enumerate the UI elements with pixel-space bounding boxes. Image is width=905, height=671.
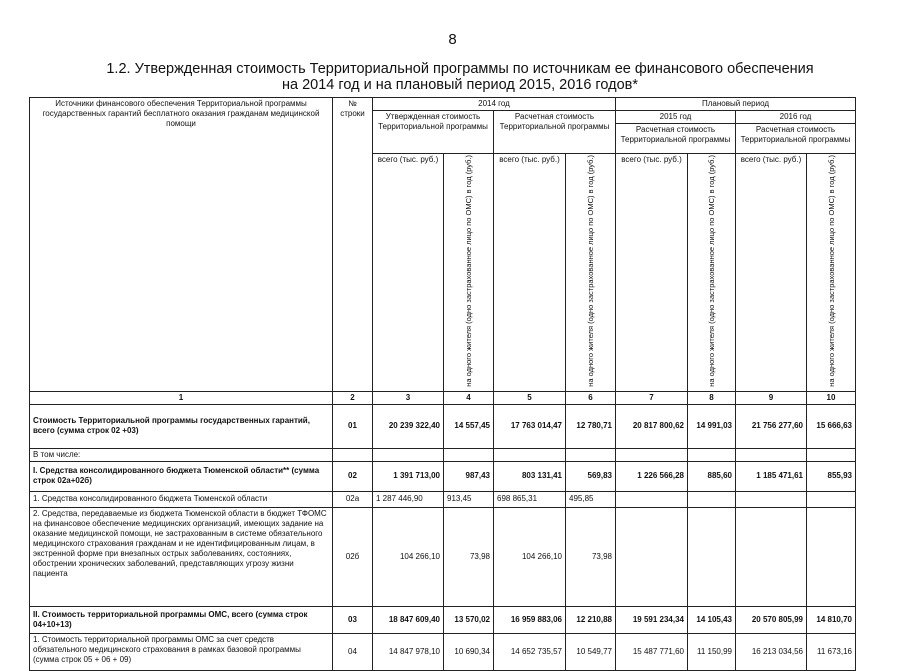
- header-calc-cost-2014: Расчетная стоимость Территориальной программы: [494, 111, 616, 154]
- page-number: 8: [448, 31, 457, 48]
- cell: [807, 448, 856, 461]
- cell: [616, 448, 688, 461]
- page-title: [60, 61, 860, 93]
- cell: 73,98: [566, 507, 616, 606]
- cost-table: [29, 97, 856, 671]
- col-num: 6: [566, 391, 616, 404]
- col-num: 1: [30, 391, 333, 404]
- cell: 10 549,77: [566, 633, 616, 670]
- cell: [616, 491, 688, 507]
- cell: [373, 448, 444, 461]
- row-number: 04: [333, 633, 373, 670]
- title-line-2: на 2014 год и на плановый период 2015, 2016 годов*: [281, 77, 639, 93]
- row-number: 02: [333, 461, 373, 491]
- cell: [688, 448, 736, 461]
- header-total-2: всего (тыс. руб.): [494, 154, 566, 392]
- row-label: II. Стоимость территориальной программы ОМС, всего (сумма строк 04+10+13): [30, 606, 333, 633]
- header-row-number: № строки: [333, 98, 373, 392]
- header-per-resident-2: на одного жителя (одно застрахованное лицо по ОМС) в год (руб.): [566, 154, 616, 392]
- cell: 1 185 471,61: [736, 461, 807, 491]
- cell: 73,98: [444, 507, 494, 606]
- cell: 15 666,63: [807, 404, 856, 448]
- header-calc-cost-2016: Расчетная стоимость Территориальной программы: [736, 124, 856, 154]
- cell: 913,45: [444, 491, 494, 507]
- cell: [807, 507, 856, 606]
- cell: 569,83: [566, 461, 616, 491]
- cell: 104 266,10: [494, 507, 566, 606]
- cell: [736, 491, 807, 507]
- cell: [736, 507, 807, 606]
- table-row: [30, 448, 856, 461]
- row-label: 1. Стоимость территориальной программы ОМС за счет средств обязательного медицинского страхования в рамках базовой программы (сумма строк 05 + 06 + 09): [30, 633, 333, 670]
- cell: 698 865,31: [494, 491, 566, 507]
- header-year-2015: 2015 год: [616, 111, 736, 124]
- header-per-resident-3: на одного жителя (одно застрахованное лицо по ОМС) в год (руб.): [688, 154, 736, 392]
- cell: 104 266,10: [373, 507, 444, 606]
- col-num: 8: [688, 391, 736, 404]
- header-calc-cost-2015: Расчетная стоимость Территориальной программы: [616, 124, 736, 154]
- col-num: 5: [494, 391, 566, 404]
- cell: 15 487 771,60: [616, 633, 688, 670]
- header-year-2014: 2014 год: [373, 98, 616, 111]
- cell: 14 652 735,57: [494, 633, 566, 670]
- cell: [616, 507, 688, 606]
- header-approved-cost: Утвержденная стоимость Территориальной программы: [373, 111, 494, 154]
- cell: 12 780,71: [566, 404, 616, 448]
- header-year-2016: 2016 год: [736, 111, 856, 124]
- cell: 17 763 014,47: [494, 404, 566, 448]
- col-num: 4: [444, 391, 494, 404]
- cell: [494, 448, 566, 461]
- row-number: 02б: [333, 507, 373, 606]
- cell: [444, 448, 494, 461]
- cell: [333, 448, 373, 461]
- cell: 16 213 034,56: [736, 633, 807, 670]
- cell: 21 756 277,60: [736, 404, 807, 448]
- row-label: 2. Средства, передаваемые из бюджета Тюменской области в бюджет ТФОМС на финансовое обеспечение медицинских организаций, имеющих задание на оказание медицинской помощи, не застрахованным в системе обязательного медицинского страхования гражданам и не идентифицированным лицам, в экстренной форме при внезапных острых заболеваниях, состояниях, обострении хронических заболеваний, представляющих угрозу жизни пациента: [30, 507, 333, 606]
- cell: 14 557,45: [444, 404, 494, 448]
- cell: 18 847 609,40: [373, 606, 444, 633]
- cell: 1 287 446,90: [373, 491, 444, 507]
- header-per-resident-1: на одного жителя (одно застрахованное лицо по ОМС) в год (руб.): [444, 154, 494, 392]
- col-num: 2: [333, 391, 373, 404]
- cell: 803 131,41: [494, 461, 566, 491]
- row-label: В том числе:: [30, 448, 333, 461]
- cell: 987,43: [444, 461, 494, 491]
- col-num: 7: [616, 391, 688, 404]
- table-row: [30, 606, 856, 633]
- cell: 16 959 883,06: [494, 606, 566, 633]
- row-label: I. Средства консолидированного бюджета Тюменской области** (сумма строк 02а+02б): [30, 461, 333, 491]
- cell: [688, 491, 736, 507]
- cell: 14 105,43: [688, 606, 736, 633]
- cell: 13 570,02: [444, 606, 494, 633]
- cell: 20 817 800,62: [616, 404, 688, 448]
- column-number-row: [30, 391, 856, 404]
- cell: 855,93: [807, 461, 856, 491]
- col-num: 9: [736, 391, 807, 404]
- cell: 11 150,99: [688, 633, 736, 670]
- cell: [688, 507, 736, 606]
- cell: 12 210,88: [566, 606, 616, 633]
- table-row: [30, 461, 856, 491]
- header-source: Источники финансового обеспечения Территориальной программы государственных гарантий бесплатного оказания гражданам медицинской помощи: [30, 98, 333, 392]
- col-num: 10: [807, 391, 856, 404]
- cell: 14 810,70: [807, 606, 856, 633]
- header-total-1: всего (тыс. руб.): [373, 154, 444, 392]
- cell: [807, 491, 856, 507]
- cell: 1 226 566,28: [616, 461, 688, 491]
- row-label: Стоимость Территориальной программы государственных гарантий, всего (сумма строк 02 +03): [30, 404, 333, 448]
- cell: 20 570 805,99: [736, 606, 807, 633]
- cell: 14 847 978,10: [373, 633, 444, 670]
- header-total-4: всего (тыс. руб.): [736, 154, 807, 392]
- cell: 14 991,03: [688, 404, 736, 448]
- header-per-resident-4: на одного жителя (одно застрахованное лицо по ОМС) в год (руб.): [807, 154, 856, 392]
- cell: 10 690,34: [444, 633, 494, 670]
- cell: 495,85: [566, 491, 616, 507]
- table-row: [30, 633, 856, 670]
- cell: 1 391 713,00: [373, 461, 444, 491]
- header-total-3: всего (тыс. руб.): [616, 154, 688, 392]
- table-row: [30, 507, 856, 606]
- cell: 11 673,16: [807, 633, 856, 670]
- title-line-1: 1.2. Утвержденная стоимость Территориальной программы по источникам ее финансового обеспечения: [106, 61, 814, 77]
- cell: 885,60: [688, 461, 736, 491]
- row-number: 01: [333, 404, 373, 448]
- cell: 19 591 234,34: [616, 606, 688, 633]
- table-row: [30, 491, 856, 507]
- cell: 20 239 322,40: [373, 404, 444, 448]
- row-number: 02а: [333, 491, 373, 507]
- header-planned-period: Плановый период: [616, 98, 856, 111]
- row-label: 1. Средства консолидированного бюджета Тюменской области: [30, 491, 333, 507]
- col-num: 3: [373, 391, 444, 404]
- table-row: [30, 404, 856, 448]
- row-number: 03: [333, 606, 373, 633]
- cell: [566, 448, 616, 461]
- cell: [736, 448, 807, 461]
